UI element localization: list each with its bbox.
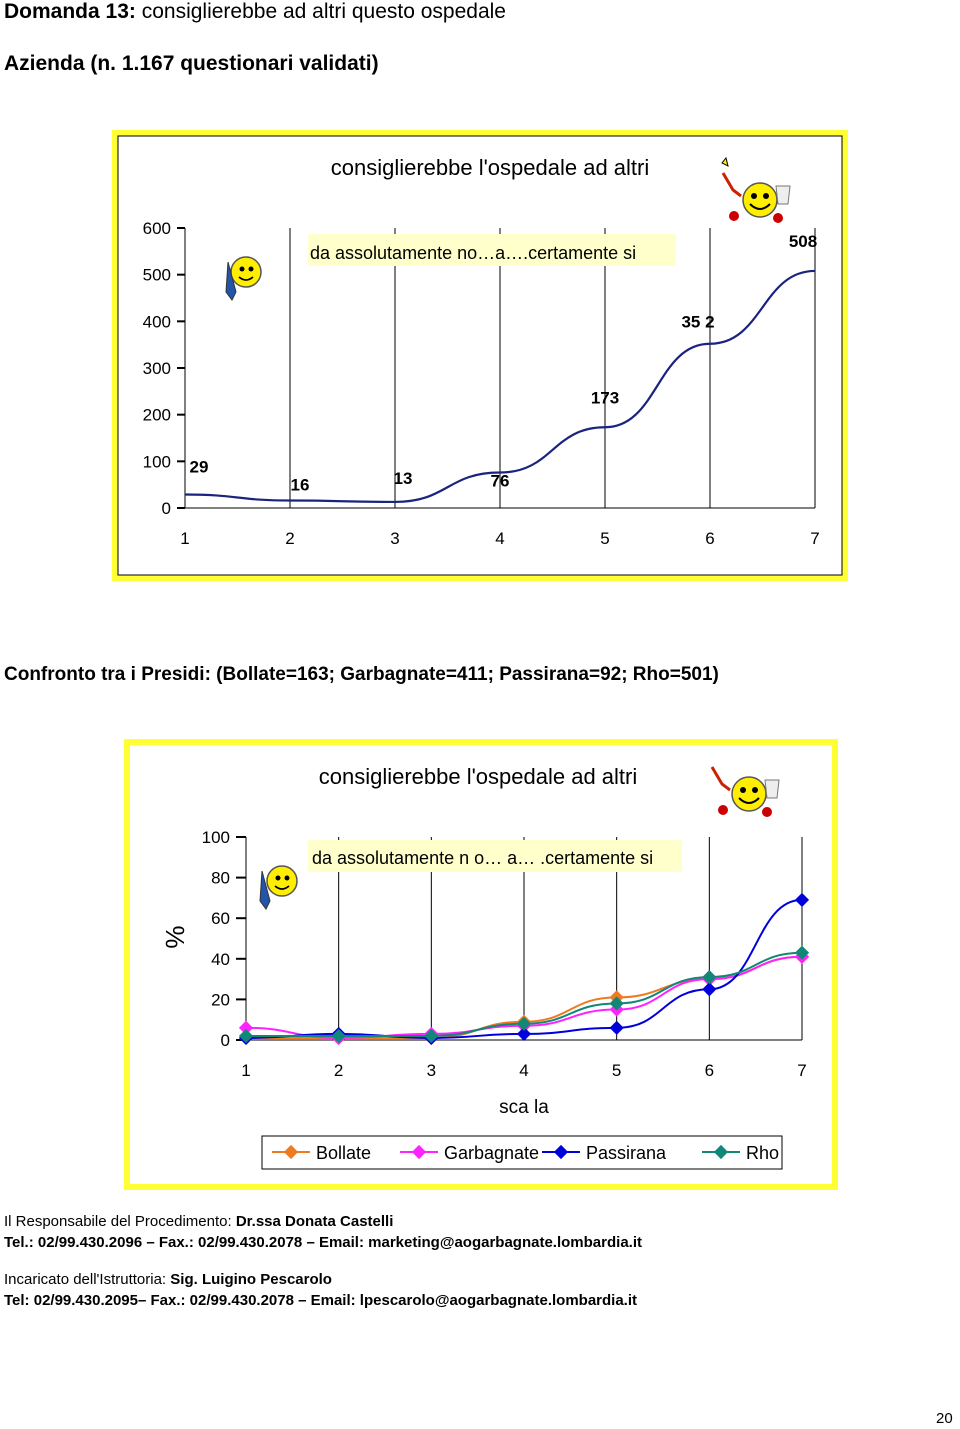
legend-label-passirana: Passirana xyxy=(586,1143,667,1163)
chart-2-x-tick-label: 3 xyxy=(426,1061,437,1080)
chart-1-data-label: 173 xyxy=(590,388,620,408)
chart-2-y-tick-label: 100 xyxy=(201,828,230,847)
chart-1-plot-bg xyxy=(118,136,842,575)
chart-1-data-label: 35 2 xyxy=(681,312,715,332)
incaricato-label: Incaricato dell'Istruttoria: xyxy=(4,1271,167,1288)
chart-2-y-tick-label: 20 xyxy=(211,990,230,1010)
chart-2-legend-note: da assolutamente n o… a… .certamente si xyxy=(312,848,654,868)
chart-1-data-label: 508 xyxy=(788,231,818,251)
chart-1-y-tick-label: 200 xyxy=(142,405,171,425)
chart-2-title: consiglierebbe l'ospedale ad altri xyxy=(318,764,638,789)
chart-1-data-label: 76 xyxy=(490,471,510,491)
chart-2-y-tick-label: 60 xyxy=(211,909,230,929)
legend-label-garbagnate: Garbagnate xyxy=(444,1143,540,1163)
question-heading xyxy=(4,0,506,24)
chart-1-data-label: 29 xyxy=(189,457,209,477)
chart-1-overall xyxy=(110,128,850,583)
chart-1-y-tick-label: 300 xyxy=(142,359,171,378)
responsible-contacts: Tel.: 02/99.430.2096 – Fax.: 02/99.430.2078 – Email: marketing@aogarbagnate.lombardia.it xyxy=(4,1234,642,1251)
question-text: consiglierebbe ad altri questo ospedale xyxy=(141,0,506,23)
responsible-label: Il Responsabile del Procedimento: xyxy=(4,1213,232,1230)
chart-2-x-label: sca la xyxy=(499,1097,549,1118)
legend-label-bollate: Bollate xyxy=(316,1143,372,1163)
chart-1-x-tick-label: 7 xyxy=(810,529,820,548)
chart-2-x-tick-label: 1 xyxy=(241,1061,251,1080)
legend-label-rho: Rho xyxy=(746,1143,780,1163)
chart-1-data-label: 13 xyxy=(393,468,413,488)
responsible-name: Dr.ssa Donata Castelli xyxy=(235,1213,394,1230)
chart-2-x-tick-label: 7 xyxy=(797,1061,807,1080)
chart-1-y-tick-label: 400 xyxy=(142,312,171,332)
incaricato-line xyxy=(4,1271,332,1288)
chart-1-x-tick-label: 3 xyxy=(390,529,400,548)
page-number: 20 xyxy=(936,1410,953,1427)
chart-1-x-tick-label: 1 xyxy=(180,529,190,548)
chart-2-y-tick-label: 80 xyxy=(211,868,230,888)
chart-1-title: consiglierebbe l'ospedale ad altri xyxy=(330,155,650,180)
chart-2-y-label: % xyxy=(160,925,190,949)
chart-1-legend-note: da assolutamente no…a….certamente si xyxy=(310,243,637,263)
chart-2-x-tick-label: 5 xyxy=(611,1061,622,1080)
chart-1-x-tick-label: 4 xyxy=(495,529,505,548)
incaricato-name: Sig. Luigino Pescarolo xyxy=(170,1271,332,1288)
chart-1-x-tick-label: 5 xyxy=(600,529,610,548)
chart-2-x-tick-label: 6 xyxy=(704,1061,715,1080)
chart-2-x-tick-label: 2 xyxy=(333,1061,344,1080)
responsible-line xyxy=(4,1213,393,1230)
chart-2-y-tick-label: 0 xyxy=(220,1031,230,1050)
chart-1-y-tick-label: 100 xyxy=(142,452,171,472)
sample-size-heading: Azienda (n. 1.167 questionari validati) xyxy=(4,52,379,75)
chart-1-y-tick-label: 500 xyxy=(142,265,171,285)
question-number: Domanda 13: xyxy=(4,0,136,23)
chart-1-y-tick-label: 0 xyxy=(161,499,171,518)
chart-1-data-label: 16 xyxy=(290,475,310,495)
chart-1-y-tick-label: 600 xyxy=(142,219,171,238)
chart-2-y-tick-label: 40 xyxy=(211,949,230,969)
chart-1-x-tick-label: 2 xyxy=(285,529,295,548)
chart-2-by-hospital xyxy=(122,737,840,1192)
comparison-heading: Confronto tra i Presidi: (Bollate=163; Garbagnate=411; Passirana=92; Rho=501) xyxy=(4,664,719,685)
chart-2-x-tick-label: 4 xyxy=(519,1061,529,1080)
incaricato-contacts: Tel: 02/99.430.2095– Fax.: 02/99.430.2078 – Email: lpescarolo@aogarbagnate.lombardia.it xyxy=(4,1292,637,1309)
chart-1-x-tick-label: 6 xyxy=(705,529,715,548)
